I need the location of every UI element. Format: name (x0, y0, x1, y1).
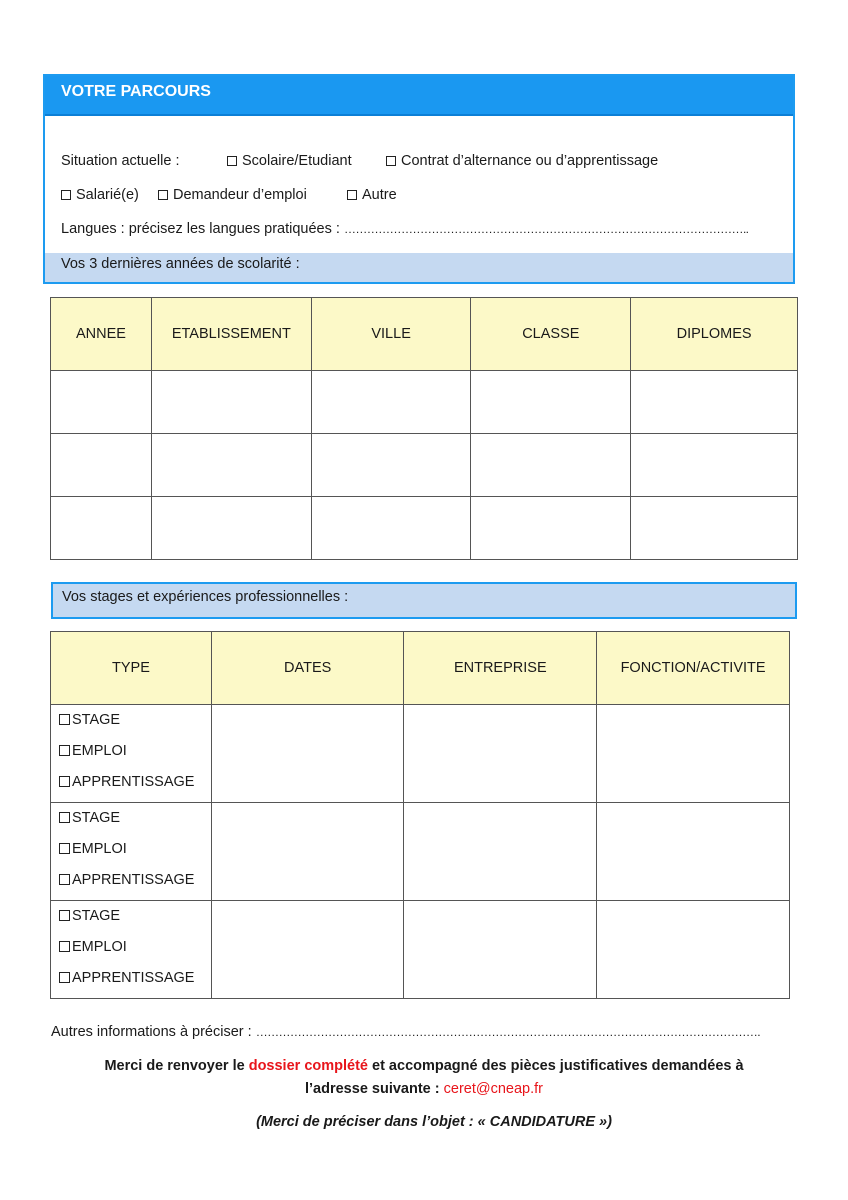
table-row (51, 434, 798, 497)
option-stage[interactable] (51, 807, 211, 838)
option-label: EMPLOI (72, 841, 127, 857)
table-cell[interactable] (404, 803, 597, 901)
type-cell (51, 803, 212, 901)
table-cell[interactable] (211, 803, 404, 901)
table-cell[interactable] (404, 901, 597, 999)
checkbox-icon[interactable] (61, 190, 71, 200)
option-label: APPRENTISSAGE (72, 970, 195, 986)
stages-band (51, 582, 797, 619)
merci-line-1 (0, 1058, 848, 1074)
option-emploi[interactable] (51, 838, 211, 869)
situation-label: Situation actuelle : (61, 153, 180, 169)
table-cell[interactable] (51, 371, 152, 434)
checkbox-icon[interactable] (59, 714, 70, 725)
header-etablissement: ETABLISSEMENT (151, 298, 311, 371)
langues-row[interactable] (61, 221, 748, 237)
table-header-row (51, 632, 790, 705)
table-cell[interactable] (631, 434, 798, 497)
table-cell[interactable] (631, 497, 798, 560)
header-classe: CLASSE (471, 298, 631, 371)
option-label: EMPLOI (72, 743, 127, 759)
option-apprentissage[interactable] (51, 967, 211, 998)
option-label: Autre (362, 187, 397, 203)
header-dates: DATES (211, 632, 404, 705)
table-row (51, 705, 790, 803)
table-cell[interactable] (151, 371, 311, 434)
autres-row[interactable] (51, 1024, 760, 1040)
option-salarie[interactable] (61, 187, 139, 203)
table-cell[interactable] (471, 434, 631, 497)
table-cell[interactable] (151, 497, 311, 560)
option-apprentissage[interactable] (51, 771, 211, 802)
header-ville: VILLE (311, 298, 471, 371)
table-cell[interactable] (211, 901, 404, 999)
checkbox-icon[interactable] (59, 812, 70, 823)
option-demandeur[interactable] (158, 187, 307, 203)
table-cell[interactable] (311, 497, 471, 560)
scolarite-table (50, 297, 798, 560)
table-cell[interactable] (311, 434, 471, 497)
checkbox-icon[interactable] (386, 156, 396, 166)
table-cell[interactable] (211, 705, 404, 803)
header-entreprise: ENTREPRISE (404, 632, 597, 705)
table-row (51, 803, 790, 901)
option-label: Demandeur d’emploi (173, 187, 307, 203)
option-emploi[interactable] (51, 740, 211, 771)
autres-fill-line[interactable]: ……………………………………………………………………………………………………………………. (255, 1025, 761, 1039)
table-cell[interactable] (471, 497, 631, 560)
option-stage[interactable] (51, 709, 211, 740)
langues-fill-line[interactable]: …………………………………………………………………………………………….. (343, 222, 749, 236)
table-cell[interactable] (404, 705, 597, 803)
checkbox-icon[interactable] (59, 843, 70, 854)
objet-note: (Merci de préciser dans l’objet : « CANDIDATURE ») (256, 1114, 612, 1130)
merci-highlight: dossier complété (248, 1058, 368, 1074)
option-emploi[interactable] (51, 936, 211, 967)
header-fonction: FONCTION/ACTIVITE (597, 632, 790, 705)
option-scolaire[interactable] (227, 153, 352, 169)
header-type: TYPE (51, 632, 212, 705)
parcours-header (45, 76, 793, 116)
header-annee: ANNEE (51, 298, 152, 371)
option-label: STAGE (72, 712, 121, 728)
table-row (51, 371, 798, 434)
type-cell (51, 901, 212, 999)
table-cell[interactable] (51, 434, 152, 497)
checkbox-icon[interactable] (59, 941, 70, 952)
adresse-label: l’adresse suivante : (305, 1081, 440, 1097)
checkbox-icon[interactable] (59, 972, 70, 983)
parcours-title: VOTRE PARCOURS (61, 83, 211, 100)
checkbox-icon[interactable] (227, 156, 237, 166)
option-label: Salarié(e) (76, 187, 139, 203)
option-label: STAGE (72, 810, 121, 826)
table-cell[interactable] (151, 434, 311, 497)
option-label: APPRENTISSAGE (72, 774, 195, 790)
table-cell[interactable] (51, 497, 152, 560)
stages-label: Vos stages et expériences professionnelles : (62, 589, 349, 605)
option-label: EMPLOI (72, 939, 127, 955)
option-label: Contrat d’alternance ou d’apprentissage (401, 153, 659, 169)
option-stage[interactable] (51, 905, 211, 936)
autres-label: Autres informations à préciser : (51, 1024, 252, 1040)
header-diplomes: DIPLOMES (631, 298, 798, 371)
option-label: APPRENTISSAGE (72, 872, 195, 888)
checkbox-icon[interactable] (59, 745, 70, 756)
checkbox-icon[interactable] (59, 910, 70, 921)
situation-row (61, 153, 180, 169)
table-row (51, 497, 798, 560)
scolarite-band (45, 253, 793, 282)
stages-table (50, 631, 790, 999)
table-cell[interactable] (311, 371, 471, 434)
merci-text: Merci de renvoyer le (104, 1058, 245, 1074)
table-cell[interactable] (597, 803, 790, 901)
table-row (51, 901, 790, 999)
table-cell[interactable] (597, 705, 790, 803)
option-apprentissage[interactable] (51, 869, 211, 900)
checkbox-icon[interactable] (59, 874, 70, 885)
merci-line-2 (0, 1081, 848, 1097)
checkbox-icon[interactable] (59, 776, 70, 787)
langues-label: Langues : précisez les langues pratiquées : (61, 221, 340, 237)
option-autre[interactable] (347, 187, 397, 203)
option-alternance[interactable] (386, 153, 658, 169)
table-cell[interactable] (471, 371, 631, 434)
checkbox-icon[interactable] (347, 190, 357, 200)
option-label: Scolaire/Etudiant (242, 153, 352, 169)
type-cell (51, 705, 212, 803)
scolarite-label: Vos 3 dernières années de scolarité : (61, 256, 300, 272)
table-cell[interactable] (597, 901, 790, 999)
checkbox-icon[interactable] (158, 190, 168, 200)
parcours-section (43, 74, 795, 284)
table-cell[interactable] (631, 371, 798, 434)
option-label: STAGE (72, 908, 121, 924)
merci-text-2: et accompagné des pièces justificatives demandées à (372, 1058, 744, 1074)
table-header-row (51, 298, 798, 371)
email-link[interactable]: ceret@cneap.fr (443, 1081, 543, 1097)
